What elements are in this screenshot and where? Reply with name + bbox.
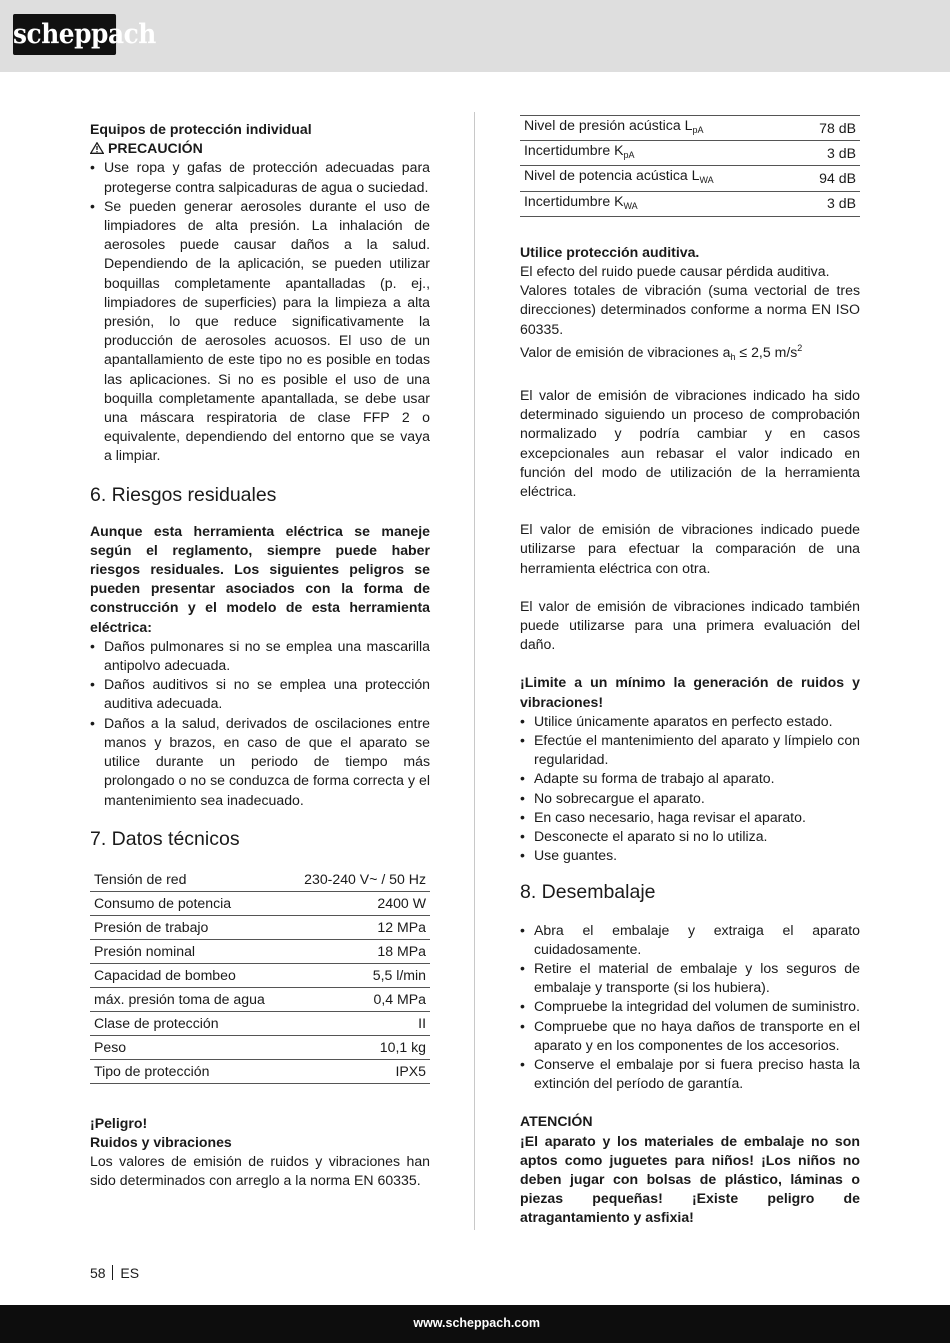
list-item: • Use guantes.: [520, 846, 860, 865]
list-item: • Se pueden generar aerosoles durante el uso de limpiadores de alta presión. La inhalación de aerosoles puede causar daños a la salud. Dependiendo de la aplicación, se pueden utilizar boquillas completamente apantalladas (p. ej., limpiadores de superficies) para la limpieza a alta presión, lo que reduce significativamente la producción de aerosoles acuosos. El uso de un apantallamiento de este tipo no es posible en todas las aplicaciones. Si no es posible el uso de una boquilla completamente apantallada, se debe usar una máscara respiratoria de clase FFP 2 o equivalente, dependiendo del entorno que se vaya a limpiar.: [90, 197, 430, 466]
unpacking-list: [520, 921, 860, 1094]
list-item: • Compruebe la integridad del volumen de suministro.: [520, 997, 860, 1016]
limit-noise-heading: ¡Limite a un mínimo la generación de ruidos y vibraciones!: [520, 674, 860, 710]
tech-value: 5,5 l/min: [287, 963, 430, 987]
list-item: • Desconecte el aparato si no lo utiliza.: [520, 827, 860, 846]
noise-value: 78 dB: [797, 116, 860, 141]
tech-label: máx. presión toma de agua: [90, 987, 287, 1011]
list-item: • Daños auditivos si no se emplea una protección auditiva adecuada.: [90, 675, 430, 713]
tech-value: IPX5: [287, 1059, 430, 1083]
limit-noise-list: [520, 712, 860, 866]
vibration-paragraph-2: El valor de emisión de vibraciones indicado puede utilizarse para efectuar la comparación de una herramienta eléctrica con otra.: [520, 521, 860, 576]
vibration-paragraph-3: El valor de emisión de vibraciones indicado también puede utilizarse para una primera evaluación del daño.: [520, 597, 860, 653]
tech-label: Tipo de protección: [90, 1059, 287, 1083]
list-item: • Utilice únicamente aparatos en perfecto estado.: [520, 712, 860, 731]
residual-risks-intro: Aunque esta herramienta eléctrica se maneje según el reglamento, siempre puede haber riesgos residuales. Los siguientes peligros se pueden presentar asociados con la forma de construcción y el modelo de esta herramienta eléctrica:: [90, 522, 430, 635]
noise-label: Nivel de potencia acústica $L_{WA}$: [520, 166, 797, 191]
vibration-paragraph-1: El valor de emisión de vibraciones indicado ha sido determinado siguiendo un proceso de comprobación normalizado y podría cambiar y en casos excepcionales aun rebasar el valor indicado en función del modo de utilización de la herramienta eléctrica.: [520, 387, 860, 500]
column-divider: [474, 112, 475, 1230]
tech-label: Presión nominal: [90, 939, 287, 963]
right-column: [520, 115, 860, 1228]
list-item: • Retire el material de embalaje y los seguros de embalaje y transporte (si los hubiera).: [520, 959, 860, 997]
section-8-title: 8. Desembalaje: [520, 880, 656, 903]
noise-label: Nivel de presión acústica $L_{pA}$: [520, 116, 797, 141]
tech-value: 10,1 kg: [287, 1035, 430, 1059]
section-6-title: 6. Riesgos residuales: [90, 483, 277, 506]
scheppach-logo: scheppach: [13, 14, 116, 55]
list-item: • Adapte su forma de trabajo al aparato.: [520, 769, 860, 788]
page-footer: [0, 1305, 950, 1343]
list-item: • Efectúe el mantenimiento del aparato y límpielo con regularidad.: [520, 731, 860, 769]
table-row: [520, 191, 860, 216]
attention-text: ¡El aparato y los materiales de embalaje no son aptos como juguetes para niños! ¡Los niños no deben jugar con bolsas de plástico, láminas o piezas pequeñas! ¡Existe peligro de atragantamiento y asfixia!: [520, 1132, 860, 1226]
vibration-totals-text: Valores totales de vibración (suma vectorial de tres direcciones) determinados conforme a norma EN ISO 60335.: [520, 282, 860, 337]
danger-label: ¡Peligro!: [90, 1114, 148, 1131]
table-row: [90, 891, 430, 915]
tech-label: Consumo de potencia: [90, 891, 287, 915]
list-item: • En caso necesario, haga revisar el aparato.: [520, 808, 860, 827]
tech-value: 18 MPa: [287, 939, 430, 963]
list-item: • Abra el embalaje y extraiga el aparato cuidadosamente.: [520, 921, 860, 959]
table-row: [90, 939, 430, 963]
tech-label: Presión de trabajo: [90, 915, 287, 939]
hearing-text: El efecto del ruido puede causar pérdida auditiva.: [520, 263, 830, 280]
vibration-emission-value: Valor de emisión de vibraciones $a_h \le 2,5$ $m/s^2$: [520, 342, 803, 362]
tech-label: Capacidad de bombeo: [90, 963, 287, 987]
tech-value: II: [287, 1011, 430, 1035]
noise-label: Incertidumbre $K_{pA}$: [520, 141, 797, 166]
page-header: [0, 0, 950, 72]
ppe-heading: Equipos de protección individual: [90, 121, 312, 137]
caution-line: [90, 139, 430, 158]
noise-value: 94 dB: [797, 166, 860, 191]
warning-triangle-icon: [90, 142, 104, 154]
tech-label: Tensión de red: [90, 868, 287, 892]
tech-value: 12 MPa: [287, 915, 430, 939]
table-row: [90, 1011, 430, 1035]
page-number: 58 ES: [90, 1265, 140, 1281]
noise-table: [520, 115, 860, 217]
website-link[interactable]: www.scheppach.com: [413, 1316, 540, 1330]
table-row: [90, 1059, 430, 1083]
table-row: [520, 141, 860, 166]
tech-value: 230-240 V~ / 50 Hz: [287, 868, 430, 892]
list-item: • Compruebe que no haya daños de transporte en el aparato y en los componentes de los accesorios.: [520, 1017, 860, 1055]
residual-risks-list: [90, 637, 430, 810]
section-7-title: 7. Datos técnicos: [90, 827, 240, 850]
noise-label: Incertidumbre $K_{WA}$: [520, 191, 797, 216]
ppe-list: [90, 158, 430, 465]
caution-label: PRECAUCIÓN: [108, 140, 203, 157]
table-row: [90, 1035, 430, 1059]
list-item: • Daños pulmonares si no se emplea una mascarilla antipolvo adecuada.: [90, 637, 430, 675]
noise-value: 3 dB: [797, 141, 860, 166]
list-item: • Daños a la salud, derivados de oscilaciones entre manos y brazos, en caso de que el aparato se utilice durante un periodo de tiempo más prolongado o no se conduzca de forma correcta y el mantenimiento sea inadecuado.: [90, 714, 430, 810]
table-row: [520, 166, 860, 191]
hearing-protection-heading: Utilice protección auditiva.: [520, 243, 700, 260]
tech-value: 0,4 MPa: [287, 987, 430, 1011]
noise-value: 3 dB: [797, 191, 860, 216]
list-item: • Conserve el embalaje por si fuera preciso hasta la extinción del período de garantía.: [520, 1055, 860, 1093]
tech-label: Peso: [90, 1035, 287, 1059]
attention-label: ATENCIÓN: [520, 1113, 593, 1130]
table-row: [90, 868, 430, 892]
noise-vibration-heading: Ruidos y vibraciones: [90, 1133, 232, 1150]
tech-label: Clase de protección: [90, 1011, 287, 1035]
table-row: [90, 963, 430, 987]
table-row: [520, 116, 860, 141]
tech-value: 2400 W: [287, 891, 430, 915]
list-item: • No sobrecargue el aparato.: [520, 789, 860, 808]
table-row: [90, 987, 430, 1011]
list-item: • Use ropa y gafas de protección adecuadas para protegerse contra salpicaduras de agua o suciedad.: [90, 158, 430, 196]
noise-vibration-text: Los valores de emisión de ruidos y vibraciones han sido determinados con arreglo a la norma EN 60335.: [90, 1153, 430, 1189]
left-column: [90, 120, 430, 1191]
table-row: [90, 915, 430, 939]
tech-data-table: [90, 868, 430, 1084]
